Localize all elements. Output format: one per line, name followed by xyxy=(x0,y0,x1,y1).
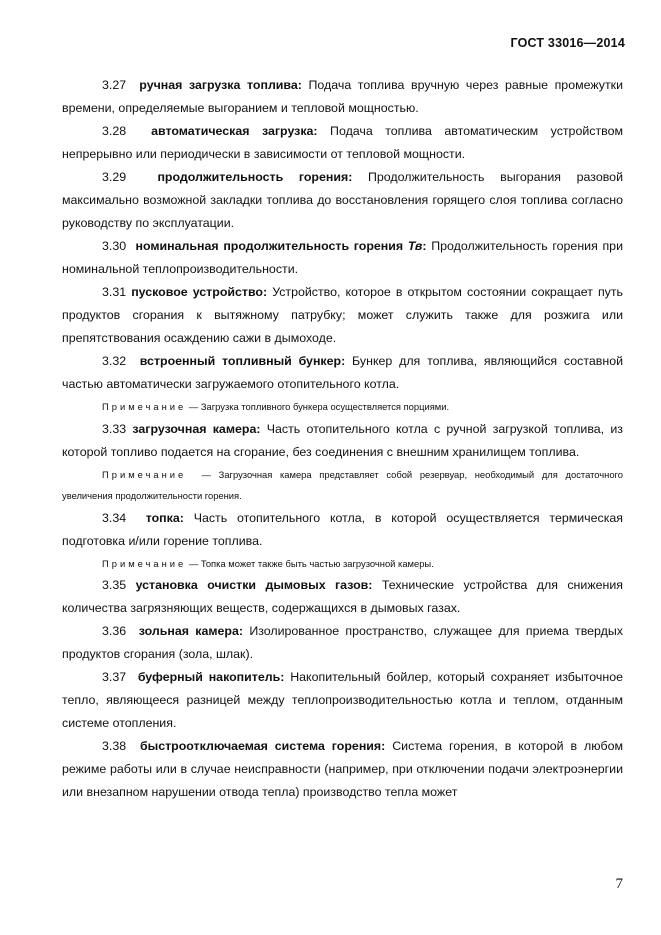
note-label: Примечание xyxy=(102,468,187,480)
entry-number: 3.27 xyxy=(102,78,127,92)
definition-3-38 xyxy=(62,735,623,804)
entry-text: Часть отопительного котла с ручной загрузкой топлива, из которой топливо подается на сгорание, без соединения с внешним хранилищем топлива. xyxy=(62,421,623,459)
definition-3-31 xyxy=(62,281,623,350)
entry-text: Подача топлива автоматическим устройством непрерывно или периодически в зависимости от тепловой мощности. xyxy=(62,124,623,161)
entry-text: Продолжительность выгорания разовой максимально возможной закладки топлива до восстановления горящего слоя топлива согласно руководству по эксплуатации. xyxy=(62,170,623,230)
definition-3-35 xyxy=(62,574,623,620)
note-text: — Топка может также быть частью загрузочной камеры. xyxy=(188,557,434,569)
entry-term-colon: : xyxy=(422,239,427,253)
definition-3-33 xyxy=(62,418,623,464)
definition-3-28 xyxy=(62,120,623,166)
entry-number: 3.32 xyxy=(102,354,127,368)
entry-number: 3.36 xyxy=(102,624,127,638)
entry-term: пусковое устройство: xyxy=(131,285,268,299)
definition-3-29 xyxy=(62,166,623,235)
entry-number: 3.35 xyxy=(102,578,127,592)
entry-text: Часть отопительного котла, в которой осуществляется термическая подготовка и/или горение топлива. xyxy=(62,510,624,548)
note-3-34 xyxy=(62,553,623,575)
entry-number: 3.38 xyxy=(102,739,127,753)
definition-3-27 xyxy=(62,74,623,120)
entry-text: Продолжительность горения при номинальной теплопроизводительности. xyxy=(62,239,623,276)
entry-text: Накопительный бойлер, который сохраняет избыточное тепло, являющееся разницей между теплопроизводительностью котла и теплом, отданным системе отопления. xyxy=(62,670,624,730)
entry-term: номинальная продолжительность горения xyxy=(135,239,404,253)
entry-term: быстроотключаемая система горения: xyxy=(139,739,386,753)
definition-3-37 xyxy=(62,666,623,735)
note-label: Примечание xyxy=(102,401,187,412)
definition-3-32 xyxy=(62,350,623,396)
entry-term: загрузочная камера: xyxy=(132,421,261,436)
entry-term: буферный накопитель: xyxy=(137,670,285,684)
note-label: Примечание xyxy=(102,557,187,569)
entry-number: 3.33 xyxy=(102,421,127,436)
note-text: — Загрузка топливного бункера осуществляется порциями. xyxy=(188,401,450,412)
entry-term: автоматическая загрузка: xyxy=(151,124,318,138)
entry-term: зольная камера: xyxy=(138,624,243,638)
definition-3-34 xyxy=(62,507,623,553)
entry-text: Технические устройства для снижения количества загрязняющих веществ, содержащихся в дымовых газах. xyxy=(62,578,623,615)
note-3-33 xyxy=(62,464,623,507)
page-number: 7 xyxy=(615,876,623,892)
entry-number: 3.29 xyxy=(102,170,127,184)
definition-3-36 xyxy=(62,620,623,666)
entry-text: Бункер для топлива, являющийся составной частью автоматически загружаемого отопительного котла. xyxy=(62,354,624,391)
entry-text: Подача топлива вручную через равные промежутки времени, определяемые выгоранием и тепловой мощностью. xyxy=(62,78,623,115)
entry-text: Изолированное пространство, служащее для приема твердых продуктов сгорания (зола, шлак). xyxy=(62,624,623,661)
note-3-32 xyxy=(62,396,623,418)
definition-3-30 xyxy=(62,235,623,281)
entry-number: 3.34 xyxy=(102,510,127,525)
document-code-header: ГОСТ 33016—2014 xyxy=(510,36,625,50)
entry-text: Система горения, в которой в любом режиме работы или в случае неисправности (например, при отключении подачи электроэнергии или внезапном нарушении отвода тепла) производство тепла может xyxy=(62,739,623,799)
entry-number: 3.30 xyxy=(102,239,127,253)
entry-text: Устройство, которое в открытом состоянии сокращает путь продуктов сгорания к вытяжному патрубку; может служить также для розжига или препятствования осаждению сажи в дымоходе. xyxy=(62,285,624,345)
entry-symbol: Тв xyxy=(407,239,423,253)
entry-term: ручная загрузка топлива: xyxy=(139,78,302,92)
entry-term: продолжительность горения: xyxy=(157,170,353,184)
note-text: — Загрузочная камера представляет собой резервуар, необходимый для достаточного увеличения продолжительности горения. xyxy=(62,468,623,501)
definitions-body xyxy=(62,74,623,804)
entry-number: 3.31 xyxy=(102,285,127,299)
entry-number: 3.37 xyxy=(102,670,127,684)
entry-number: 3.28 xyxy=(102,124,127,138)
entry-term: топка: xyxy=(145,510,184,525)
entry-term: установка очистки дымовых газов: xyxy=(135,578,373,592)
entry-term: встроенный топливный бункер: xyxy=(139,354,346,368)
